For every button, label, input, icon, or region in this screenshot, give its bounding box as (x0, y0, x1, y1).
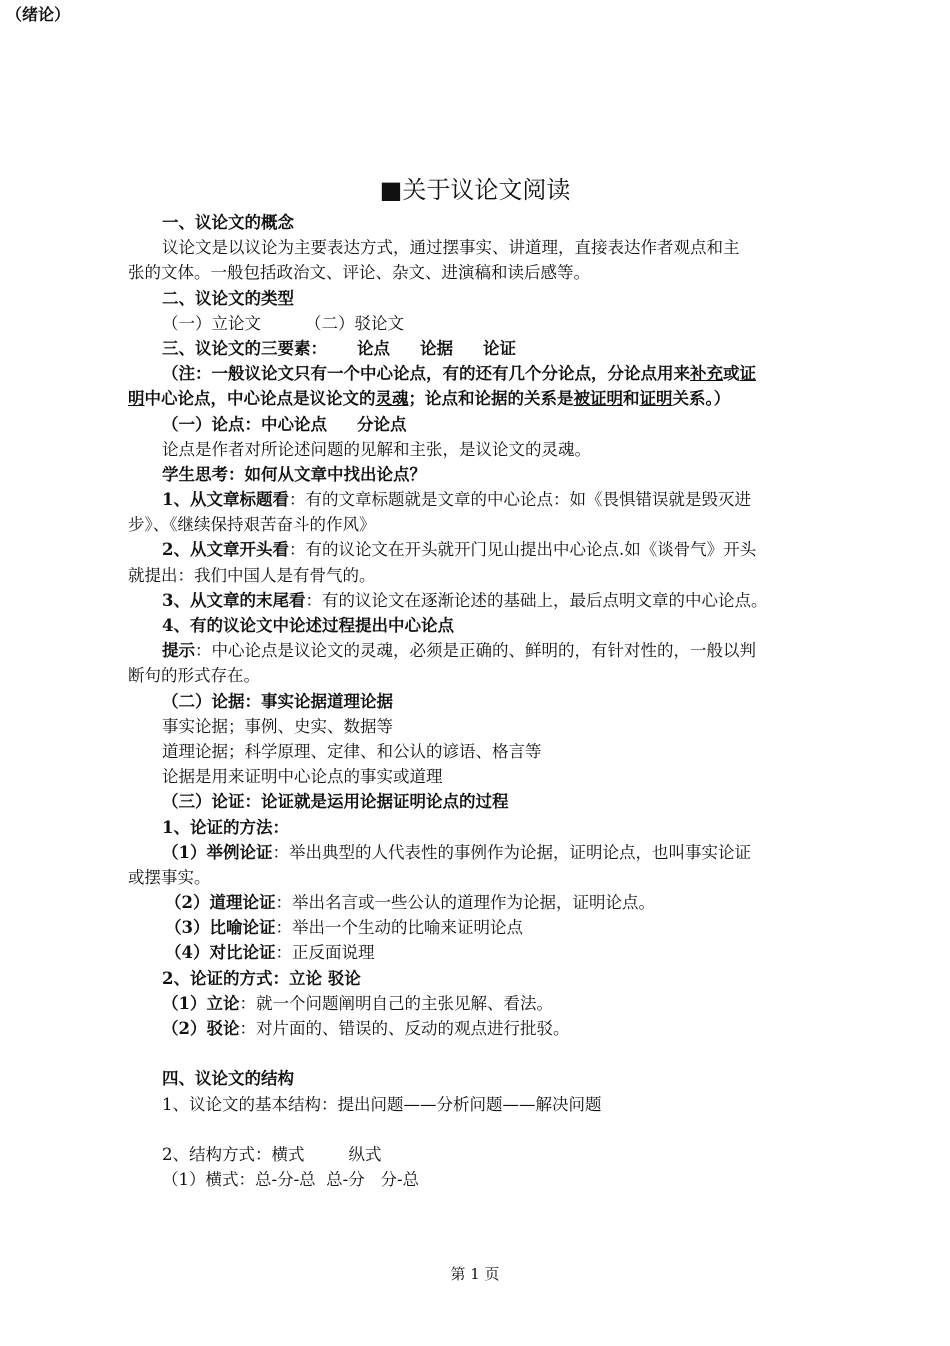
student-question: 学生思考：如何从文章中找出论点？ (162, 464, 426, 484)
note-line1 (128, 361, 838, 386)
lunzheng-methods-heading: 1、论证的方法： (162, 817, 289, 837)
page-number: 第 1 页 (450, 1265, 500, 1283)
method-opening-label: 2、从文章开头看 (162, 540, 289, 560)
method-title-line2: 步》、《继续保持艰苦奋斗的作风》 (128, 515, 376, 535)
type-bolun: （二）驳论文 (305, 313, 404, 333)
method-reason-text: ：举出名言或一些公认的道理作为论据，证明论点。 (275, 893, 655, 913)
lunju-fact: 事实论据；事例、史实、数据等 (162, 716, 393, 736)
method-reason-label: （2）道理论证 (165, 893, 276, 913)
element-lunju: 论据 (420, 338, 453, 358)
lundian-heading (128, 412, 838, 437)
method-opening-line1 (128, 537, 838, 562)
way-lilun-label: （1）立论 (162, 993, 240, 1013)
method-ending-label: 3、从文章的末尾看 (162, 590, 306, 610)
way-bolun-label: （2）驳论 (162, 1019, 240, 1038)
method-example-line2: 或摆事实。 (128, 867, 211, 887)
method-metaphor-text: ：举出一个生动的比喻来证明论点 (275, 918, 523, 938)
tip-line2: 断句的形式存在。 (128, 666, 260, 686)
method-contrast (128, 940, 838, 965)
section-heading-structure: 四、议论文的结构 (162, 1069, 294, 1089)
note-text: （注：一般议论文只有一个中心论点，有的还有几个分论点，分论点用来 (162, 364, 690, 384)
note-underline-beizhengming: 被证明 (573, 389, 623, 409)
structure-hengshi (128, 1167, 838, 1192)
method-metaphor (128, 915, 838, 940)
lunju-definition: 论据是用来证明中心论点的事实或道理 (162, 767, 443, 787)
tip-label: 提示 (162, 641, 195, 661)
structure-ways-zongshi: 纵式 (348, 1144, 382, 1164)
method-reason (128, 890, 838, 915)
note-underline-zhengming-part2: 明 (128, 389, 145, 409)
tip-line1 (128, 638, 838, 663)
note-text: ；论点和论据的关系是 (408, 389, 574, 409)
method-title-label: 1、从文章标题看 (162, 490, 289, 510)
method-opening-text: ：有的议论文在开头就开门见山提出中心论点.如《谈骨气》开头 (288, 540, 757, 560)
lunju-heading: （二）论据：事实论据道理论据 (162, 691, 393, 711)
way-bolun-text: ：对片面的、错误的、反动的观点进行批驳。 (239, 1019, 570, 1038)
document-body (128, 210, 838, 1192)
note-underline-buchong: 补充 (690, 364, 723, 384)
method-metaphor-label: （3）比喻论证 (165, 918, 276, 938)
hengshi-pattern-3: 分-总 (380, 1170, 420, 1190)
type-lilun: （一）立论文 (162, 313, 261, 333)
lundian-heading-sub: 分论点 (357, 414, 407, 434)
element-lunzheng: 论证 (483, 338, 516, 358)
hengshi-pattern-2: 总-分 (326, 1170, 365, 1190)
note-text: 中心论点，中心论点是议论文的 (144, 389, 376, 409)
method-title-line1 (128, 487, 838, 512)
lundian-heading-main: （一）论点：中心论点 (162, 414, 327, 434)
lundian-definition: 论点是作者对所论述问题的见解和主张，是议论文的灵魂。 (162, 439, 591, 459)
method-contrast-text: ：正反面说理 (275, 943, 375, 963)
way-lilun (128, 991, 838, 1016)
method-title-text: ：有的文章标题就是文章的中心论点：如《畏惧错误就是毁灭进 (288, 490, 751, 510)
structure-ways (128, 1142, 838, 1167)
types-line (128, 311, 838, 336)
method-process: 4、有的议论文中论述过程提出中心论点 (162, 616, 454, 635)
method-opening-line2: 就提出：我们中国人是有骨气的。 (128, 565, 376, 585)
page-title: ■关于议论文阅读 (379, 176, 571, 204)
lunzheng-heading: （三）论证：论证就是运用论据证明论点的过程 (162, 792, 509, 812)
way-lilun-text: ：就一个问题阐明自己的主张见解、看法。 (239, 993, 553, 1013)
way-bolun (128, 1016, 838, 1041)
tip-text: ：中心论点是议论文的灵魂，必须是正确的、鲜明的，有针对性的，一般以判 (195, 641, 756, 661)
section-heading-concept: 一、议论文的概念 (162, 213, 294, 232)
method-ending (128, 588, 838, 613)
section-heading-types: 二、议论文的类型 (162, 288, 294, 308)
concept-paragraph-line1: 议论文是以议论为主要表达方式，通过摆事实、讲道理，直接表达作者观点和主 (162, 238, 740, 258)
lunju-reason: 道理论据；科学原理、定律、和公认的谚语、格言等 (162, 741, 542, 761)
note-line2 (128, 386, 838, 411)
elements-label: 三、议论文的三要素： (162, 338, 327, 358)
method-contrast-label: （4）对比论证 (165, 943, 276, 963)
method-example-text: ：举出典型的人代表性的事例作为论据，证明论点，也叫事实论证 (272, 842, 751, 862)
note-text: 和 (623, 389, 640, 409)
note-text: 关系。） (672, 389, 731, 409)
method-ending-text: ：有的议论文在逐渐论述的基础上，最后点明文章的中心论点。 (305, 590, 768, 610)
structure-basic: 1、议论文的基本结构：提出问题——分析问题——解决问题 (162, 1094, 602, 1114)
note-underline-linghun: 灵魂 (375, 389, 409, 409)
note-underline-zhengming-part1: 证 (739, 364, 756, 384)
structure-ways-hengshi: 2、结构方式：横式 (162, 1144, 305, 1164)
lunzheng-ways-heading: 2、论证的方式：立论 驳论 (162, 968, 361, 988)
method-example-line1 (128, 840, 838, 865)
section-heading-elements (128, 336, 838, 361)
hengshi-label: （1）横式： (162, 1170, 255, 1190)
corner-label: （绪论） (6, 5, 71, 24)
element-lundian: 论点 (357, 338, 390, 358)
method-example-label: （1）举例论证 (162, 842, 273, 862)
note-underline-zhengming: 证明 (639, 389, 673, 409)
hengshi-pattern-1: 总-分-总 (255, 1170, 316, 1190)
note-text: 或 (723, 364, 740, 384)
concept-paragraph-line2: 张的文体。一般包括政治文、评论、杂文、进演稿和读后感等。 (128, 263, 590, 283)
